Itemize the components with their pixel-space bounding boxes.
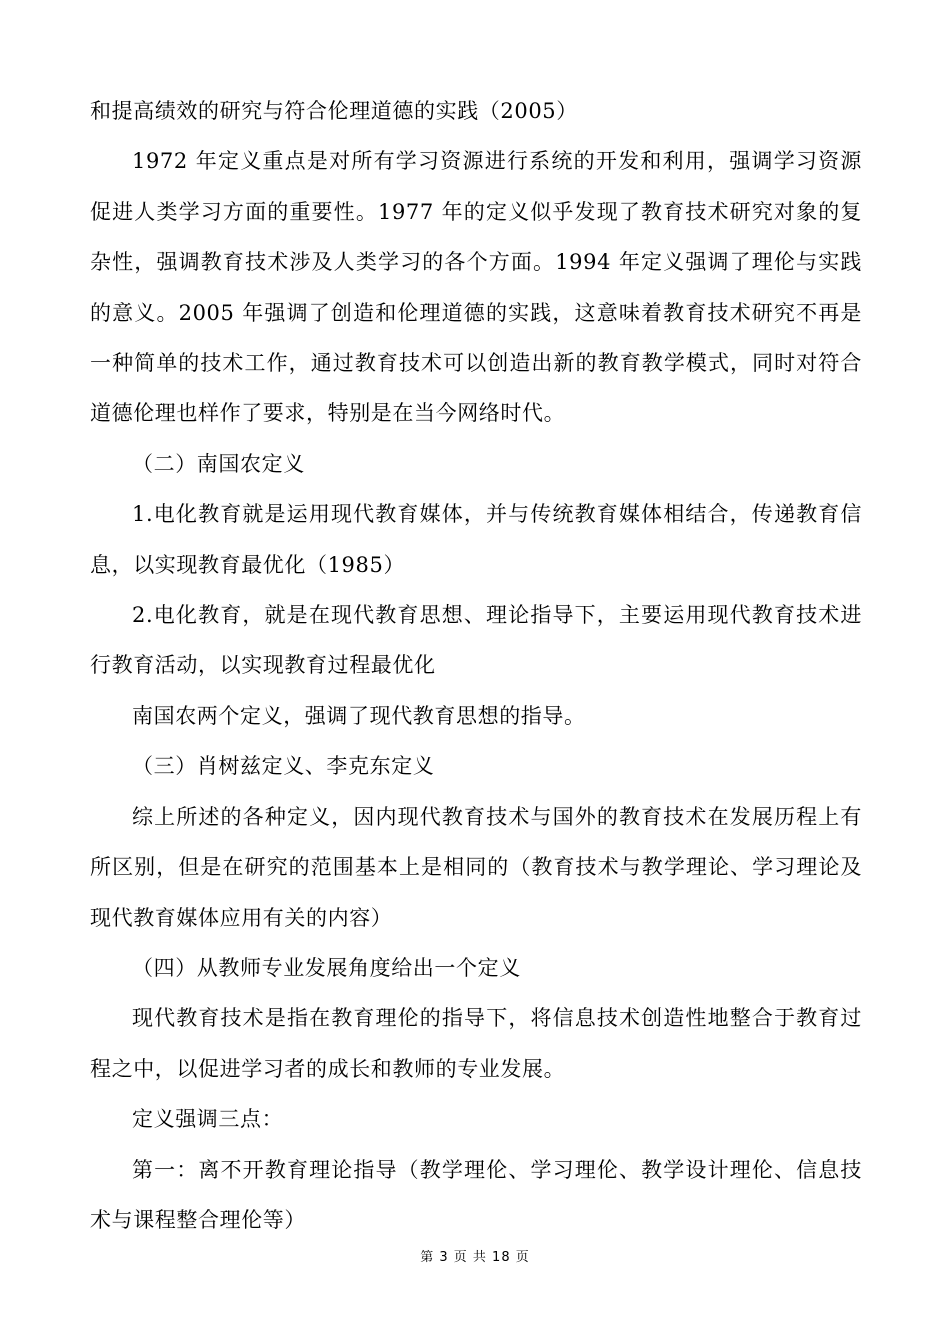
paragraph-continuation: 和提高绩效的研究与符合伦理道德的实践（2005） bbox=[90, 99, 578, 123]
paragraph-definition-1: 1.电化教育就是运用现代教育媒体，并与传统教育媒体相结合，传递教育信息，以实现教育最优化（1985） bbox=[90, 502, 862, 577]
paragraph-point-one: 第一：离不开教育理论指导（教学理伦、学习理伦、教学设计理伦、信息技术与课程整合理伦等） bbox=[90, 1157, 862, 1232]
paragraph-three-points: 定义强调三点： bbox=[132, 1107, 284, 1132]
page-footer: 第 3 页 共 18 页 bbox=[420, 1250, 530, 1265]
section-heading-xiao-li: （三）肖树兹定义、李克东定义 bbox=[132, 754, 435, 779]
paragraph-modern-definition: 现代教育技术是指在教育理伦的指导下，将信息技术创造性地整合于教育过程之中，以促进学习者的成长和教师的专业发展。 bbox=[90, 1006, 862, 1081]
document-body bbox=[90, 86, 862, 1245]
paragraph-nanguonong-summary: 南国农两个定义，强调了现代教育思想的指导。 bbox=[132, 703, 586, 728]
section-heading-teacher-development: （四）从教师专业发展角度给出一个定义 bbox=[132, 955, 521, 980]
section-heading-nanguonong: （二）南国农定义 bbox=[132, 451, 305, 476]
paragraph-definition-analysis: 1972 年定义重点是对所有学习资源进行系统的开发和利用，强调学习资源促进人类学习方面的重要性。1977 年的定义似乎发现了教育技术研究对象的复杂性，强调教育技术涉及人类学习的各个方面。1994 年定义强调了理伦与实践的意义。2005 年强调了创造和伦理道德的实践，这意味着教育技术研究不再是一种简单的技术工作，通过教育技术可以创造出新的教育教学模式，同时对符合道德伦理也样作了要求，特别是在当今网络时代。 bbox=[90, 149, 862, 426]
paragraph-definition-2: 2.电化教育，就是在现代教育思想、理论指导下，主要运用现代教育技术进行教育活动，以实现教育过程最优化 bbox=[90, 603, 862, 678]
paragraph-summary-definitions: 综上所述的各种定义，因内现代教育技术与国外的教育技术在发展历程上有所区别，但是在研究的范围基本上是相同的（教育技术与教学理论、学习理论及现代教育媒体应用有关的内容） bbox=[90, 804, 862, 930]
